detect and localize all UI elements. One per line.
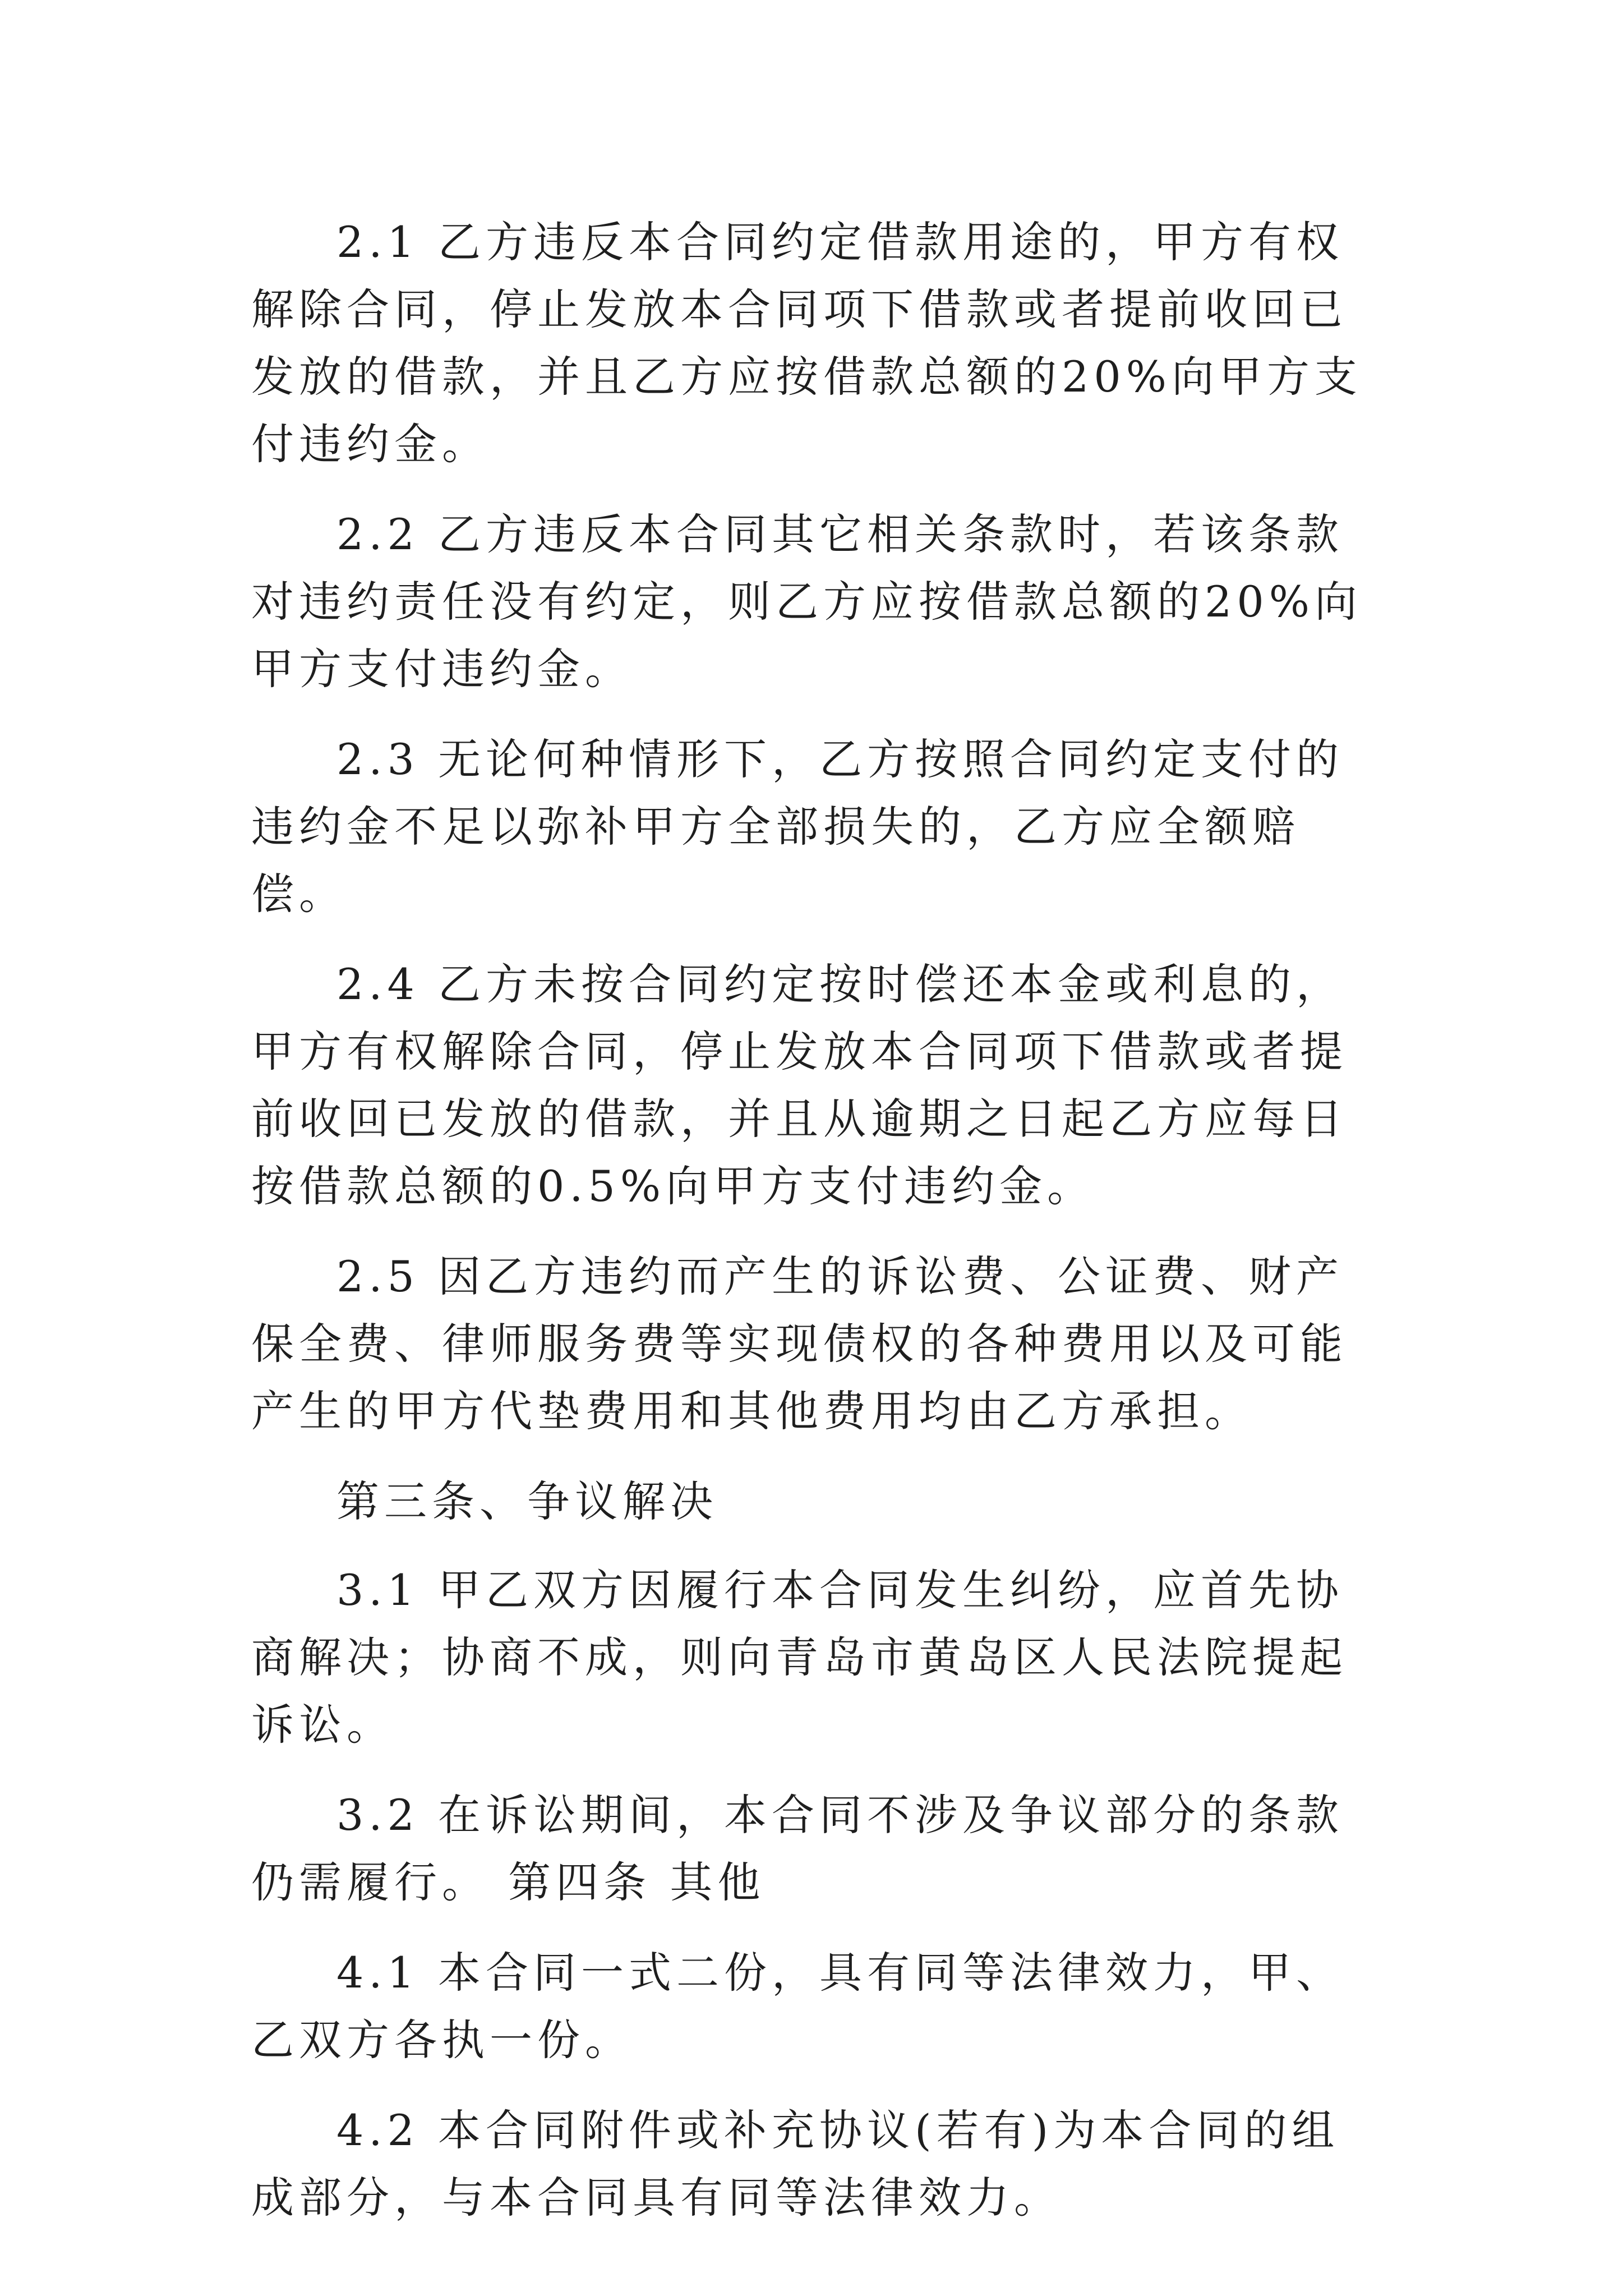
clause-2-2: 2.2 乙方违反本合同其它相关条款时，若该条款对违约责任没有约定，则乙方应按借款总额的20%向甲方支付违约金。 bbox=[251, 509, 1362, 694]
clause-2-5: 2.5 因乙方违约而产生的诉讼费、公证费、财产保全费、律师服务费等实现债权的各种费用以及可能产生的甲方代垫费用和其他费用均由乙方承担。 bbox=[251, 1251, 1348, 1436]
clause-3-1: 3.1 甲乙双方因履行本合同发生纠纷，应首先协商解决；协商不成，则向青岛市黄岛区人民法院提起诉讼。 bbox=[251, 1565, 1348, 1750]
clause-4-1: 4.1 本合同一式二份，具有同等法律效力，甲、乙双方各执一份。 bbox=[251, 1948, 1344, 2065]
clause-4-2: 4.2 本合同附件或补充协议(若有)为本合同的组成部分，与本合同具有同等法律效力。 bbox=[251, 2105, 1340, 2223]
clause-3-2: 3.2 在诉讼期间，本合同不涉及争议部分的条款仍需履行。 第四条 其他 bbox=[251, 1790, 1344, 1907]
clause-2-4: 2.4 乙方未按合同约定按时偿还本金或利息的，甲方有权解除合同，停止发放本合同项下借款或者提前收回已发放的借款，并且从逾期之日起乙方应每日按借款总额的0.5%向甲方支付违约金。 bbox=[251, 959, 1348, 1211]
clause-2-3: 2.3 无论何种情形下，乙方按照合同约定支付的违约金不足以弥补甲方全部损失的，乙方应全额赔偿。 bbox=[251, 734, 1344, 919]
clause-2-1: 2.1 乙方违反本合同约定借款用途的，甲方有权解除合同，停止发放本合同项下借款或者提前收回已发放的借款，并且乙方应按借款总额的20%向甲方支付违约金。 bbox=[251, 217, 1362, 469]
contract-body bbox=[251, 209, 1378, 2254]
section-heading-dispute-resolution: 第三条、争议解决 bbox=[336, 1476, 718, 1526]
